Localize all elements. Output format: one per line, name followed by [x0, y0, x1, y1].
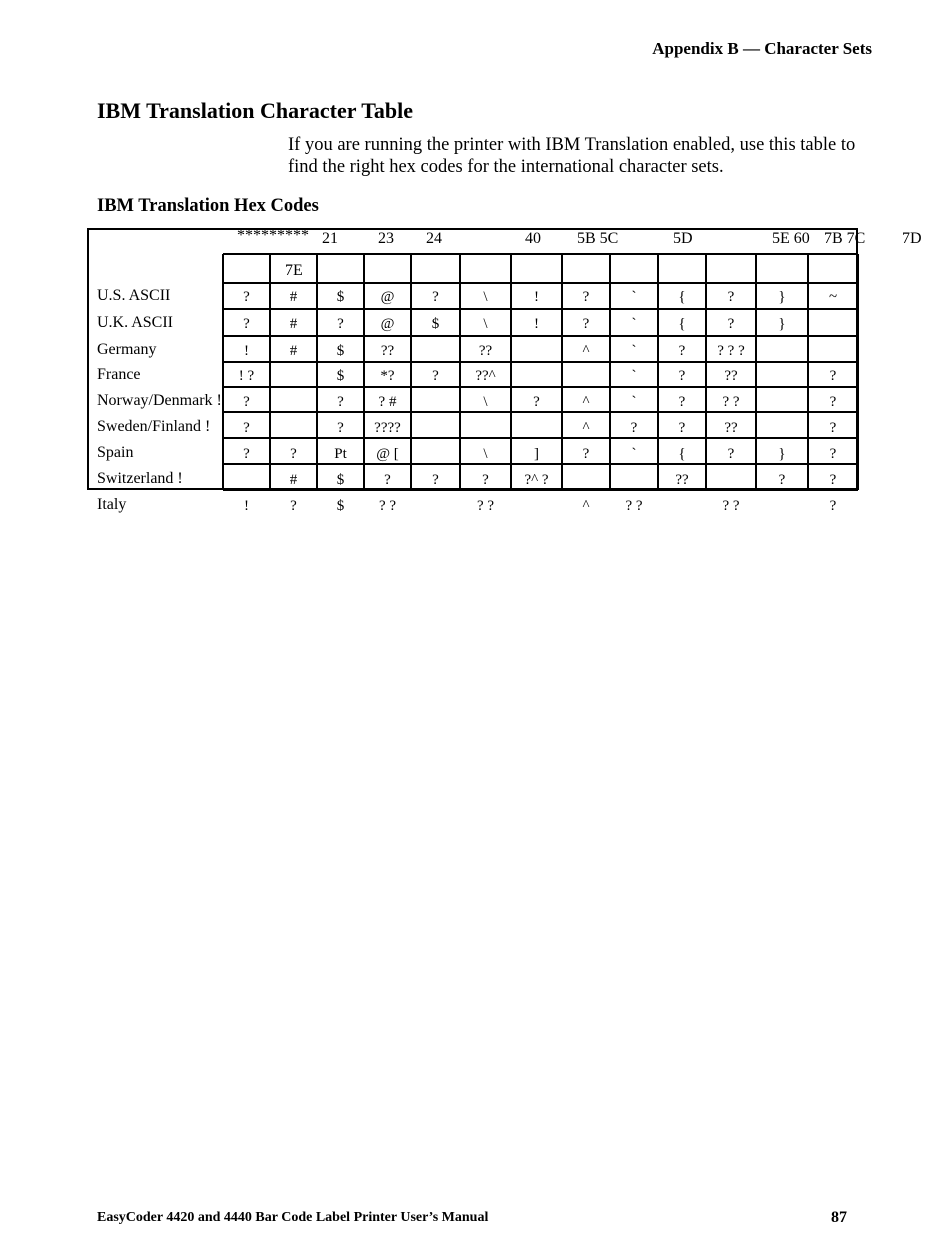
table-cell: ? — [337, 420, 344, 436]
table-cell: ? — [582, 289, 590, 305]
table-cell: ? — [727, 289, 735, 305]
table-cell: ? — [630, 420, 638, 436]
table-cell: $ — [336, 368, 345, 384]
grid-horizontal-line — [223, 463, 858, 465]
table-cell: ! — [534, 316, 539, 332]
grid-vertical-line — [222, 254, 224, 490]
section-title: IBM Translation Character Table — [97, 98, 413, 123]
grid-vertical-line — [657, 254, 659, 490]
table-cell: \ — [483, 289, 488, 305]
row-label: France — [97, 366, 141, 383]
grid-vertical-line — [363, 254, 365, 490]
row-label: Sweden/Finland ! — [97, 418, 211, 435]
hex-header-7e: 7E — [285, 262, 303, 279]
table-cell: ? ? — [476, 498, 495, 514]
grid-horizontal-line — [223, 411, 858, 413]
table-cell: ? — [432, 289, 439, 305]
grid-horizontal-line — [223, 282, 858, 284]
hex-header-24: 24 — [426, 230, 442, 247]
table-cell: ?? — [724, 420, 738, 436]
table-cell: @ [ — [376, 446, 399, 462]
table-cell: \ — [483, 446, 488, 462]
grid-horizontal-line — [223, 437, 858, 439]
grid-horizontal-line — [223, 386, 858, 388]
grid-vertical-line — [410, 254, 412, 490]
table-cell: ? — [727, 446, 735, 462]
table-cell: ? — [829, 472, 837, 488]
table-cell: ? — [384, 472, 391, 488]
table-cell: $ — [336, 498, 345, 514]
hex-header-7b-7c: 7B 7C — [824, 230, 866, 247]
table-cell: ? — [243, 420, 250, 436]
table-cell: \ — [483, 316, 488, 332]
row-label: Norway/Denmark ! — [97, 392, 222, 409]
table-cell: ] — [534, 446, 539, 462]
table-cell: ???? — [374, 420, 401, 436]
hex-header-23: 23 — [378, 230, 394, 247]
table-cell: ?? — [380, 343, 395, 359]
table-cell: ? — [337, 316, 344, 332]
footer-manual-title: EasyCoder 4420 and 4440 Bar Code Label Printer User’s Manual — [97, 1210, 489, 1225]
grid-horizontal-line — [223, 335, 858, 337]
table-cell: ?? — [675, 472, 689, 488]
table-cell: ^ — [582, 498, 590, 514]
table-cell: ? — [829, 394, 837, 410]
grid-horizontal-line — [223, 253, 858, 255]
table-cell: ` — [631, 394, 637, 410]
grid-vertical-line — [459, 254, 461, 490]
grid-vertical-line — [561, 254, 563, 490]
table-cell: ` — [631, 289, 637, 305]
table-cell: { — [678, 446, 686, 462]
table-cell: ? — [337, 394, 344, 410]
table-cell: \ — [483, 394, 488, 410]
table-cell: ? ? ? — [717, 343, 745, 359]
table-cell: ? — [678, 420, 686, 436]
table-cell: ?? — [478, 343, 493, 359]
table-cell: ? — [582, 446, 590, 462]
table-cell: ~ — [828, 289, 838, 305]
table-cell: ? — [482, 472, 489, 488]
table-cell: } — [778, 289, 786, 305]
table-cell: ? ? — [625, 498, 643, 514]
table-cell: ? — [778, 472, 786, 488]
table-cell: $ — [336, 289, 345, 305]
table-cell: ? — [432, 472, 439, 488]
hex-header-5b-5c: 5B 5C — [577, 230, 619, 247]
row-label: Switzerland ! — [97, 470, 183, 487]
grid-vertical-line — [269, 254, 271, 490]
table-cell: ? — [243, 394, 250, 410]
table-cell: } — [778, 446, 786, 462]
table-cell: ` — [631, 316, 637, 332]
table-cell: { — [678, 289, 686, 305]
table-subheading: IBM Translation Hex Codes — [97, 196, 319, 216]
table-cell: ` — [631, 368, 637, 384]
table-cell: ? # — [378, 394, 397, 410]
hex-header-21: 21 — [322, 230, 338, 247]
row-label: Italy — [97, 496, 127, 513]
table-cell: ? — [582, 316, 590, 332]
table-cell: ? — [290, 446, 297, 462]
table-cell: ? — [243, 289, 250, 305]
table-cell: @ — [380, 289, 395, 305]
grid-vertical-line — [705, 254, 707, 490]
row-label: U.K. ASCII — [97, 314, 174, 331]
table-cell: ^ — [582, 420, 590, 436]
grid-horizontal-line — [223, 361, 858, 363]
table-cell: $ — [336, 343, 345, 359]
table-cell: ? — [727, 316, 735, 332]
table-cell: ! — [534, 289, 539, 305]
table-cell: # — [289, 316, 298, 332]
table-cell: ` — [631, 446, 637, 462]
row-label: Germany — [97, 341, 157, 358]
table-cell: ? ? — [722, 498, 740, 514]
row-label: U.S. ASCII — [97, 287, 171, 304]
table-cell: # — [289, 289, 298, 305]
table-cell: $ — [336, 472, 345, 488]
hex-header-7d: 7D — [902, 230, 922, 247]
table-cell: ? ? — [722, 394, 740, 410]
table-cell: ? — [243, 316, 250, 332]
table-cell: # — [289, 343, 298, 359]
table-cell: ^ — [582, 394, 590, 410]
table-cell: ! — [244, 343, 249, 359]
table-cell: } — [778, 316, 786, 332]
grid-horizontal-line — [223, 308, 858, 310]
table-cell: ??^ — [475, 368, 496, 384]
grid-horizontal-line — [223, 489, 858, 491]
table-cell: *? — [380, 368, 395, 384]
table-cell: { — [678, 316, 686, 332]
table-cell: ? — [829, 498, 837, 514]
page-number: 87 — [831, 1209, 847, 1226]
running-header: Appendix B — Character Sets — [652, 39, 872, 58]
grid-vertical-line — [807, 254, 809, 490]
hex-header-40: 40 — [525, 230, 541, 247]
row-label: Spain — [97, 444, 134, 461]
table-cell: ? — [432, 368, 439, 384]
grid-vertical-line — [609, 254, 611, 490]
intro-paragraph: If you are running the printer with IBM Translation enabled, use this table to find the right hex codes for the international character sets. — [288, 135, 856, 177]
table-cell: $ — [431, 316, 440, 332]
grid-vertical-line — [316, 254, 318, 490]
table-cell: ^ — [582, 343, 590, 359]
grid-vertical-line — [857, 254, 859, 490]
table-cell: ?^ ? — [524, 472, 549, 488]
table-cell: ? — [678, 394, 686, 410]
table-cell: ` — [631, 343, 637, 359]
table-cell: @ — [380, 316, 395, 332]
table-cell: ? — [678, 343, 686, 359]
hex-header-5d: 5D — [673, 230, 693, 247]
table-cell: ? — [290, 498, 297, 514]
table-cell: ? — [829, 368, 837, 384]
grid-vertical-line — [510, 254, 512, 490]
table-cell: ! — [244, 498, 249, 514]
table-cell: ! ? — [238, 368, 255, 384]
table-cell: # — [289, 472, 298, 488]
hex-header-5e-60: 5E 60 — [772, 230, 810, 247]
table-cell: Pt — [334, 446, 347, 462]
grid-vertical-line — [755, 254, 757, 490]
table-cell: ? — [243, 446, 250, 462]
table-cell: ? — [829, 420, 837, 436]
table-cell: ? — [829, 446, 837, 462]
table-cell: ? ? — [378, 498, 397, 514]
header-stars: ********* — [237, 227, 309, 244]
table-cell: ? — [533, 394, 540, 410]
table-cell: ? — [678, 368, 686, 384]
table-cell: ?? — [724, 368, 738, 384]
